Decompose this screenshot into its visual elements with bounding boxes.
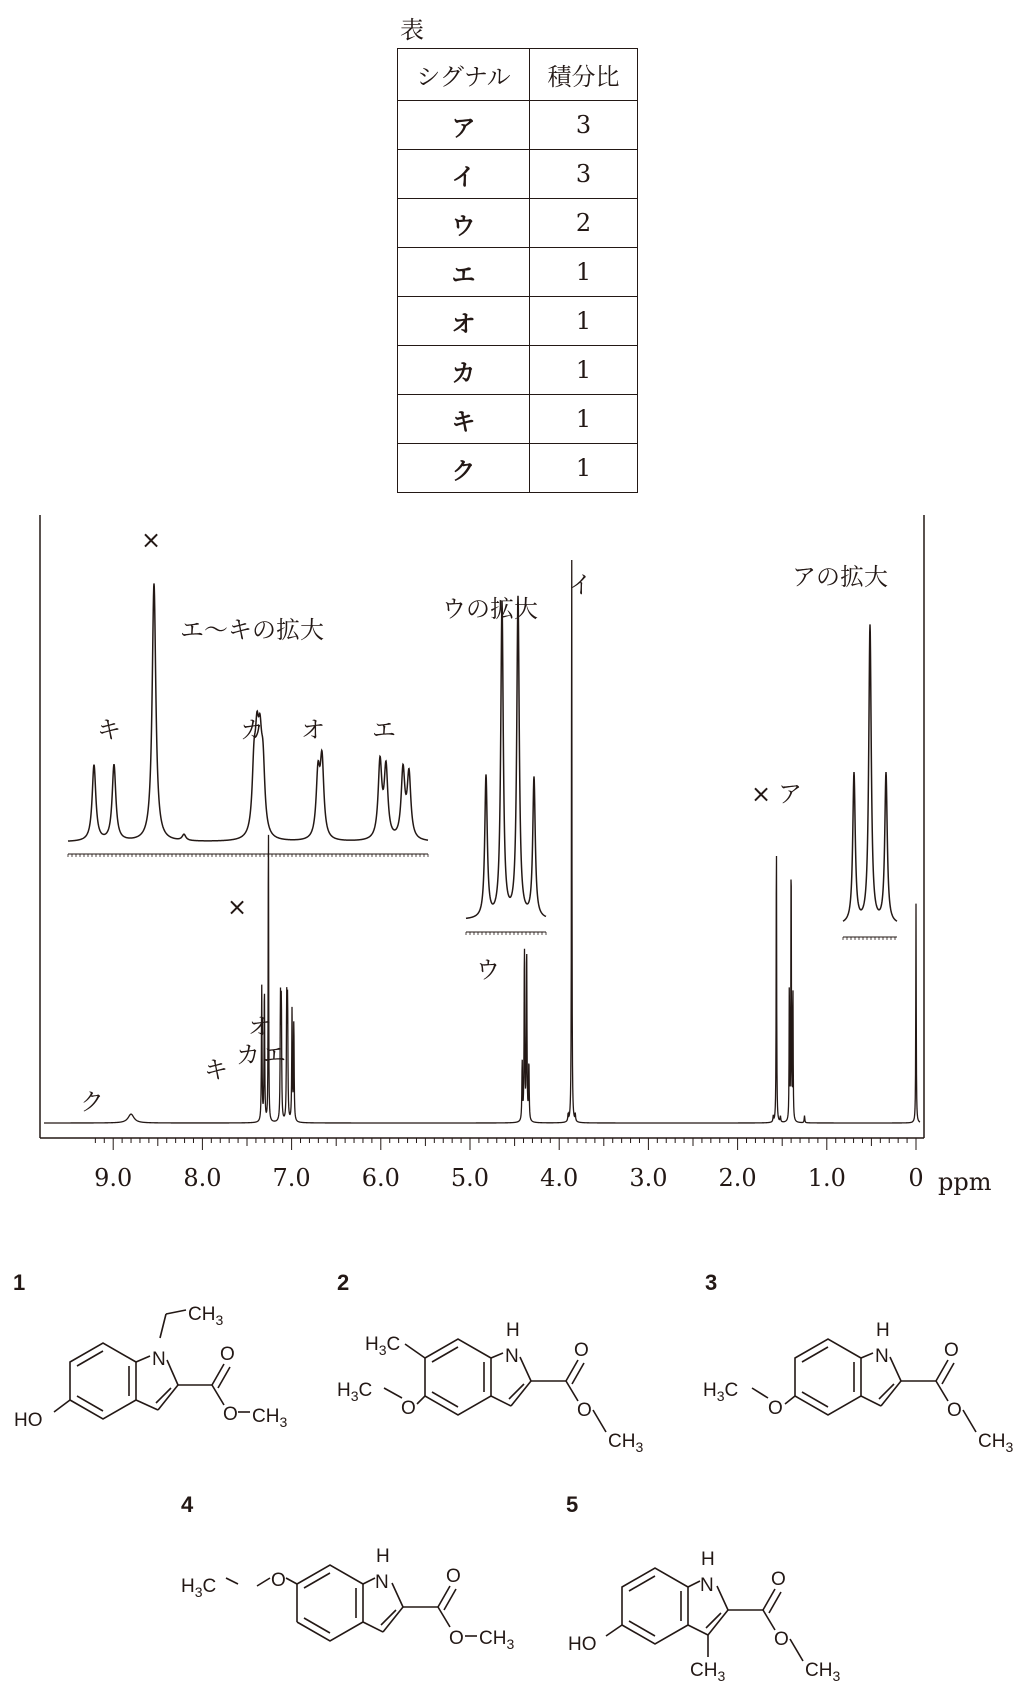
x-tick-label: 7.0 <box>272 1164 311 1192</box>
x-tick-label: 6.0 <box>361 1164 400 1192</box>
x-axis-label: ppm <box>938 1168 992 1196</box>
atom-H: H <box>376 1546 390 1567</box>
peak-label-e: エ <box>262 1041 286 1069</box>
atom-O: O <box>223 1404 238 1425</box>
atom-N: N <box>375 1572 389 1593</box>
x-tick-label: 5.0 <box>450 1164 490 1192</box>
atom-CH3: $CH_3$ <box>608 1431 644 1455</box>
inset-label-e: エ <box>372 716 396 744</box>
structure-5 <box>566 1492 840 1684</box>
signal-cell: ウ <box>398 199 530 248</box>
inset-triplet <box>792 563 897 940</box>
structure-number: 4 <box>181 1492 194 1517</box>
structure-number: 2 <box>337 1270 350 1295</box>
inset-triplet-scale <box>843 937 897 940</box>
inset-aromatic-scale <box>68 854 428 857</box>
atom-H3C: $H_3C$ <box>703 1380 739 1404</box>
x-tick-label: 0 <box>908 1164 924 1192</box>
signal-cell: ア <box>398 101 530 150</box>
inset-title-aromatic: エ～キの拡大 <box>180 616 324 644</box>
x-tick-labels <box>94 1164 924 1192</box>
atom-H: H <box>506 1320 520 1341</box>
peak-label-cross: × <box>227 893 248 921</box>
atom-O: O <box>401 1398 416 1419</box>
signal-cell: カ <box>398 346 530 395</box>
structure-3 <box>703 1270 1013 1455</box>
atom-O: O <box>220 1344 235 1365</box>
inset-aromatic <box>68 526 428 857</box>
atom-O: O <box>771 1569 786 1590</box>
atom-O: O <box>577 1400 592 1421</box>
atom-HO: HO <box>14 1410 43 1431</box>
inset-title-quartet: ウの拡大 <box>442 595 538 623</box>
signal-cell: オ <box>398 297 530 346</box>
atom-CH3: $CH_3$ <box>978 1431 1014 1455</box>
inset-quartet-scale <box>466 932 546 935</box>
peak-label-i: イ <box>568 571 592 599</box>
structure-1 <box>13 1270 287 1431</box>
structure-number: 1 <box>13 1270 26 1295</box>
ratio-cell: 3 <box>530 101 638 150</box>
ratio-cell: 1 <box>530 297 638 346</box>
x-tick-label: 4.0 <box>540 1164 579 1192</box>
atom-O: O <box>574 1340 589 1361</box>
peak-label-cross-2: × <box>751 780 772 808</box>
x-tick-label: 9.0 <box>94 1164 133 1192</box>
ratio-cell: 1 <box>530 395 638 444</box>
inset-label-cross: × <box>141 526 162 554</box>
header-signal: シグナル <box>398 49 530 101</box>
ratio-cell: 2 <box>530 199 638 248</box>
peak-label-ku: ク <box>80 1088 104 1116</box>
atom-N: N <box>152 1349 166 1370</box>
atom-H: H <box>701 1549 715 1570</box>
atom-CH3: $CH_3$ <box>252 1406 288 1430</box>
atom-H3C: $H_3C$ <box>181 1576 217 1600</box>
inset-triplet-trace <box>843 624 897 921</box>
atom-O: O <box>446 1566 461 1587</box>
ratio-cell: 3 <box>530 150 638 199</box>
atom-N: N <box>700 1575 714 1596</box>
atom-N: N <box>875 1346 889 1367</box>
peak-label-o: オ <box>248 1013 272 1041</box>
peak-label-u: ウ <box>476 956 500 984</box>
atom-H: H <box>876 1320 890 1341</box>
header-ratio: 積分比 <box>530 49 638 101</box>
inset-title-triplet: アの拡大 <box>792 563 888 591</box>
structure-2 <box>337 1270 643 1455</box>
atom-CH3: $CH_3$ <box>188 1304 224 1328</box>
atom-O: O <box>768 1398 783 1419</box>
peak-label-ka: カ <box>236 1041 260 1069</box>
ratio-cell: 1 <box>530 346 638 395</box>
structure-number: 3 <box>705 1270 718 1295</box>
signal-cell: キ <box>398 395 530 444</box>
table-caption: 表 <box>400 16 424 44</box>
x-tick-label: 2.0 <box>718 1164 757 1192</box>
atom-O: O <box>947 1400 962 1421</box>
inset-label-o: オ <box>301 716 325 744</box>
atom-HO: HO <box>568 1634 597 1655</box>
structure-4 <box>181 1492 514 1652</box>
inset-quartet-trace <box>466 596 546 919</box>
signal-cell: エ <box>398 248 530 297</box>
signal-cell: イ <box>398 150 530 199</box>
x-ticks <box>95 1138 916 1150</box>
inset-label-ki: キ <box>97 716 121 744</box>
structure-number: 5 <box>566 1492 579 1517</box>
atom-N: N <box>505 1346 519 1367</box>
atom-O: O <box>449 1628 464 1649</box>
ratio-cell: 1 <box>530 444 638 493</box>
peak-label-a: ア <box>778 780 802 808</box>
x-tick-label: 1.0 <box>807 1164 846 1192</box>
signal-cell: ク <box>398 444 530 493</box>
atom-O: O <box>774 1629 789 1650</box>
inset-label-ka: カ <box>240 716 264 744</box>
inset-quartet <box>442 595 546 935</box>
atom-CH3: $CH_3$ <box>479 1628 515 1652</box>
x-tick-label: 3.0 <box>629 1164 668 1192</box>
peak-label-ki: キ <box>204 1056 228 1084</box>
spectrum-trace <box>44 560 920 1123</box>
atom-O: O <box>271 1570 286 1591</box>
atom-H3C: $H_3C$ <box>365 1334 401 1358</box>
atom-O: O <box>944 1340 959 1361</box>
x-tick-label: 8.0 <box>183 1164 222 1192</box>
atom-CH3: $CH_3$ <box>690 1660 726 1684</box>
ratio-cell: 1 <box>530 248 638 297</box>
atom-CH3: $CH_3$ <box>805 1660 841 1684</box>
atom-H3C: $H_3C$ <box>337 1380 373 1404</box>
